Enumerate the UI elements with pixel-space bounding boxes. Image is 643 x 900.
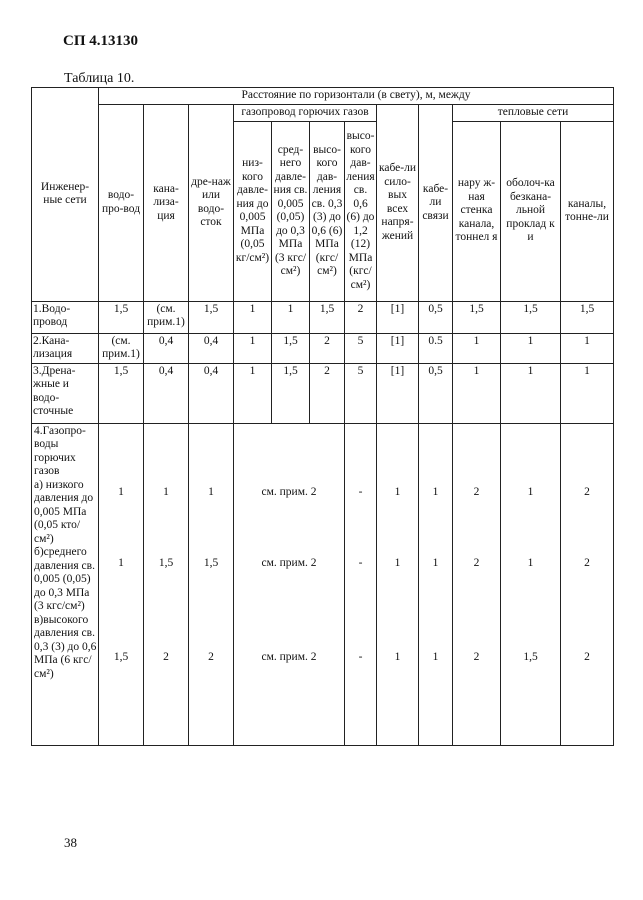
cell: (см. прим.1)	[99, 333, 144, 363]
cell: 5	[345, 363, 377, 423]
cell-group	[345, 423, 377, 745]
cell-group	[144, 423, 189, 745]
cell: 0.5	[419, 333, 453, 363]
header-heat: тепловые сети	[453, 105, 614, 122]
cell-group	[234, 423, 345, 745]
cell: 2	[584, 557, 590, 569]
cell: 1	[394, 557, 401, 569]
cell: 0,5	[419, 363, 453, 423]
cell: 1	[208, 485, 214, 498]
cell-group	[453, 423, 501, 745]
gas-a-label: а) низкого давления до 0,005 МПа (0,05 кто/см²)	[34, 478, 94, 545]
cell: 1	[234, 301, 272, 333]
table-row	[32, 301, 614, 333]
cell: 1	[453, 363, 501, 423]
distances-table	[31, 87, 614, 746]
cell: см. прим. 2	[261, 485, 317, 498]
cell: 1,5	[453, 301, 501, 333]
cell: 1	[527, 557, 534, 569]
cell-group	[501, 423, 561, 745]
gas-c-label: в)высокого давления св. 0,3 (3) до 0,6 МПа (6 кгс/см²)	[34, 613, 97, 680]
cell: 1	[432, 650, 439, 663]
cell: 0,5	[419, 301, 453, 333]
cell: см. прим. 2	[261, 557, 317, 569]
gas-label: 4.Газопро-воды горючих газов	[34, 424, 86, 477]
cell: 1,5	[113, 650, 129, 663]
cell: 1,5	[272, 333, 310, 363]
cell: 1,5	[99, 363, 144, 423]
cell-group	[377, 423, 419, 745]
cell: 0,4	[144, 333, 189, 363]
cell: [1]	[377, 333, 419, 363]
gas-b-label: б)среднего давления св. 0,005 (0,05) до 0,3 МПа (3 кгс/см²)	[34, 546, 95, 612]
cell: 1	[234, 333, 272, 363]
header-outer-wall: нару ж-ная стенка канала, тоннел я	[453, 121, 501, 301]
cell: 1	[501, 363, 561, 423]
cell: 1,5	[272, 363, 310, 423]
header-gas-high-1: высо-кого дав-ления св. 0,3 (3) до 0,6 (6) МПа (кгс/ см²)	[310, 121, 345, 301]
header-gas-high-2: высо-кого дав-ления св. 0,6 (6) до 1,2 (12) МПа (кгс/ см²)	[345, 121, 377, 301]
header-shell: оболоч-ка безкана-льной проклад к и	[501, 121, 561, 301]
cell: -	[358, 485, 363, 498]
header-water: водо-про-вод	[99, 105, 144, 302]
cell: -	[358, 650, 363, 663]
cell: см. прим. 2	[261, 650, 317, 663]
header-channels: каналы, тонне-ли	[561, 121, 614, 301]
header-distance: Расстояние по горизонтали (в свету), м, между	[99, 88, 614, 105]
cell-group	[561, 423, 614, 745]
cell: 1,5	[203, 557, 219, 569]
cell: 1,5	[310, 301, 345, 333]
cell: 1	[432, 557, 439, 569]
cell: 1	[453, 333, 501, 363]
cell: 1	[432, 485, 439, 498]
header-comm-cables: кабе-ли связи	[419, 105, 453, 302]
cell: 1	[561, 333, 614, 363]
cell: 1	[394, 650, 401, 663]
row-label-gas	[32, 423, 99, 745]
header-networks: Инженер-ные сети	[32, 88, 99, 302]
cell: 1	[163, 485, 169, 498]
cell: 1	[527, 485, 534, 498]
table-row	[32, 423, 614, 745]
header-gas-low: низ-кого давле-ния до 0,005 МПа (0,05 кг/см²)	[234, 121, 272, 301]
cell: 1	[234, 363, 272, 423]
cell: 5	[345, 333, 377, 363]
cell: 2	[163, 650, 169, 663]
cell-group	[99, 423, 144, 745]
cell: 1,5	[158, 557, 174, 569]
row-label: 2.Кана-лизация	[32, 333, 99, 363]
cell: 2	[345, 301, 377, 333]
cell: -	[358, 557, 363, 569]
cell: 1,5	[523, 650, 538, 663]
cell: 1	[561, 363, 614, 423]
header-power-cables: кабе-ли сило-вых всех напря-жений	[377, 105, 419, 302]
table-row	[32, 363, 614, 423]
cell: 2	[208, 650, 214, 663]
header-gas-mid: сред-него давле-ния св. 0,005 (0,05) до 0,3 МПа (3 кгс/ см²)	[272, 121, 310, 301]
cell-group	[419, 423, 453, 745]
document-code: СП 4.13130	[63, 33, 138, 49]
cell: 1,5	[189, 301, 234, 333]
cell-group	[189, 423, 234, 745]
cell: 1	[272, 301, 310, 333]
cell: 1,5	[561, 301, 614, 333]
cell: 1	[118, 485, 124, 498]
cell: (см. прим.1)	[144, 301, 189, 333]
table-caption: Таблица 10.	[64, 71, 135, 86]
row-label: 1.Водо-провод	[32, 301, 99, 333]
cell: 2	[473, 650, 480, 663]
row-label: 3.Дрена-жные и водо-сточные	[32, 363, 99, 423]
cell: 2	[473, 485, 480, 498]
cell: 0,4	[144, 363, 189, 423]
cell: 2	[584, 650, 590, 663]
cell: 1	[118, 557, 124, 569]
cell: 1,5	[501, 301, 561, 333]
cell: 2	[310, 363, 345, 423]
page-number: 38	[64, 835, 77, 850]
cell: 2	[584, 485, 590, 498]
table-row	[32, 333, 614, 363]
cell: 0,4	[189, 333, 234, 363]
cell: [1]	[377, 301, 419, 333]
cell: 1	[394, 485, 401, 498]
cell: 1,5	[99, 301, 144, 333]
header-drain: дре-наж или водо-сток	[189, 105, 234, 302]
header-sewer: кана-лиза-ция	[144, 105, 189, 302]
cell: 2	[473, 557, 480, 569]
cell: 0,4	[189, 363, 234, 423]
cell: [1]	[377, 363, 419, 423]
cell: 2	[310, 333, 345, 363]
cell: 1	[501, 333, 561, 363]
header-gas: газопровод горючих газов	[234, 105, 377, 122]
